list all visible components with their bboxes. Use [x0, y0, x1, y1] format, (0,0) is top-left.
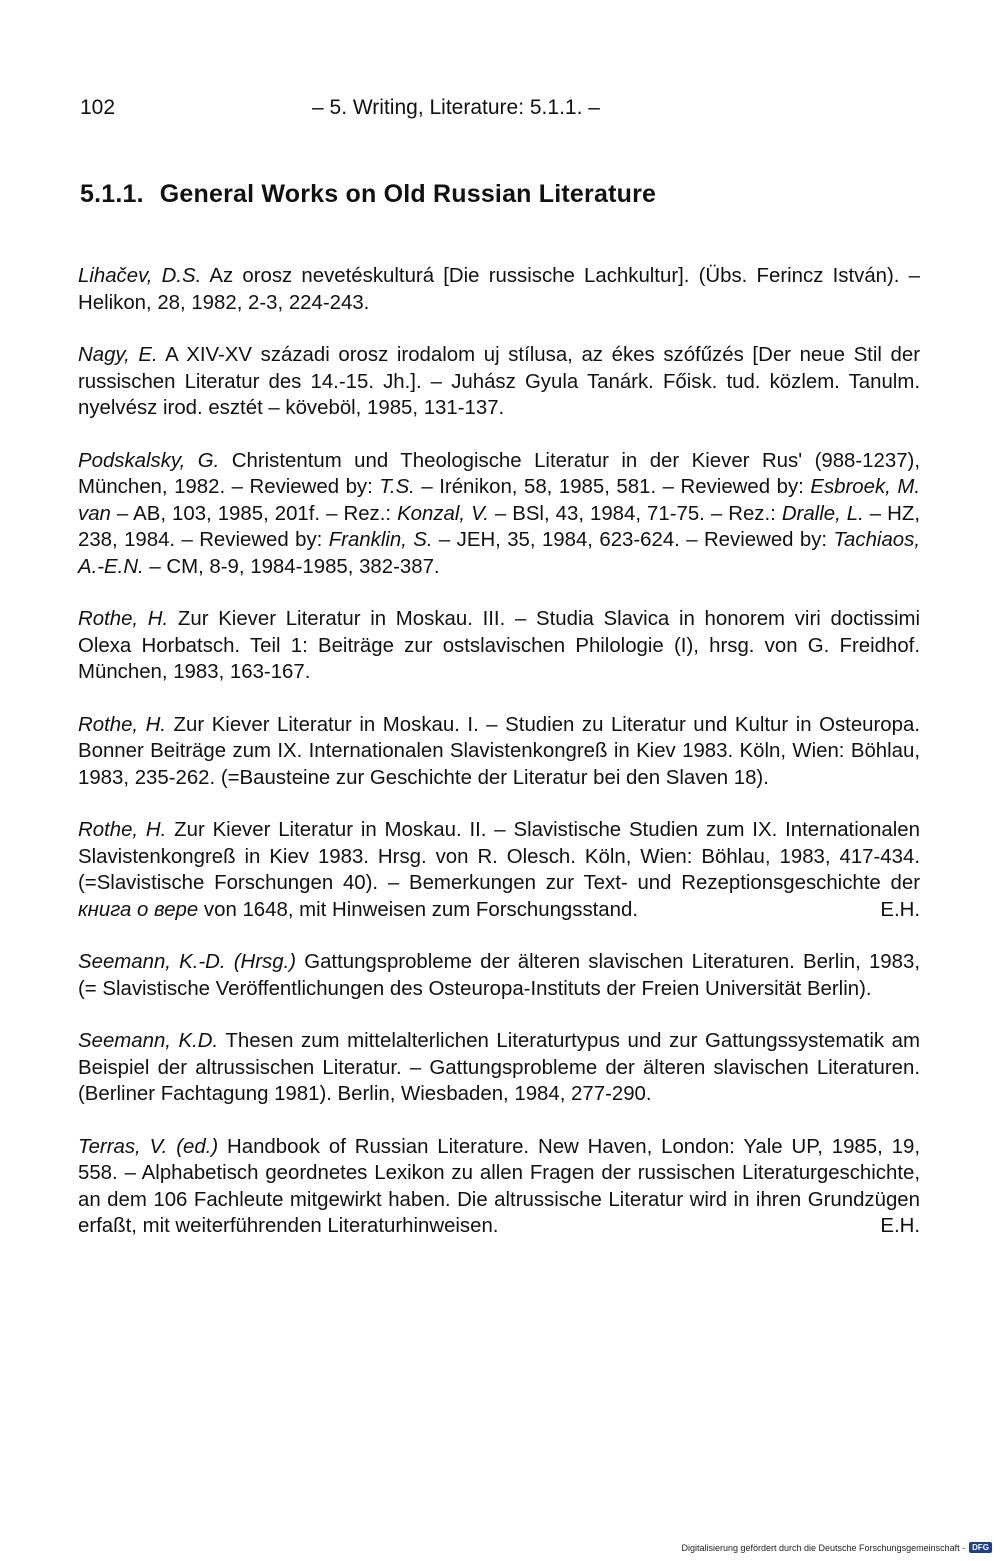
reviewer-name: T.S.	[379, 476, 415, 498]
footer-text: Digitalisierung gefördert durch die Deutsche Forschungsgemeinschaft -	[681, 1542, 966, 1553]
bibliography-list	[78, 263, 920, 1266]
entry-author: Seemann, K.D.	[78, 1030, 219, 1052]
reviewer-name: Esbroek, M. van	[78, 476, 920, 525]
dfg-logo-icon: DFG	[969, 1542, 992, 1553]
entry-body-part: Christentum und Theologische Literatur in der Kiever Rus' (988-1237), München, 1982. – Reviewed by:	[78, 449, 920, 498]
reviewer-name: Tachiaos, A.-E.N.	[78, 529, 920, 578]
bibliography-entry	[78, 1028, 920, 1108]
page-number: 102	[80, 96, 116, 119]
bibliography-entry	[78, 263, 920, 316]
entry-author: Rothe, H.	[78, 713, 167, 736]
section-title-text: General Works on Old Russian Literature	[159, 180, 657, 208]
entry-author: Rothe, H.	[78, 819, 167, 841]
entry-body-part: – AB, 103, 1985, 201f. – Rez.:	[110, 502, 398, 525]
bibliography-entry	[78, 342, 920, 422]
entry-body-part: Zur Kiever Literatur in Moskau. II. – Slavistische Studien zum IX. Internationalen Slavistenkongreß in Kiev 1983. Hrsg. von R. Olesch. Köln, Wien: Böhlau, 1983, 417-434. (=Slavistische Forschungen 40). – Bemerkungen zur Text- und Rezeptionsgeschichte der	[78, 819, 920, 894]
entry-body-part: – JEH, 35, 1984, 623-624. – Reviewed by:	[432, 529, 834, 551]
entry-author: Seemann, K.-D. (Hrsg.)	[78, 951, 297, 973]
entry-author: Lihačev, D.S.	[78, 265, 202, 287]
running-title: – 5. Writing, Literature: 5.1.1. –	[312, 96, 600, 119]
section-number: 5.1.1.	[80, 180, 144, 208]
entry-body: Zur Kiever Literatur in Moskau. I. – Studien zu Literatur und Kultur in Osteuropa. Bonner Beiträge zum IX. Internationalen Slavistenkongreß in Kiev 1983. Köln, Wien: Böhlau, 1983, 235-262. (=Bausteine zur Geschichte der Literatur bei den Slaven 18).	[78, 713, 920, 789]
entry-body: Zur Kiever Literatur in Moskau. III. – Studia Slavica in honorem viri doctissimi Olexa Horbatsch. Teil 1: Beiträge zur ostslavischen Philologie (I), hrsg. von G. Freidhof. München, 1983, 163-167.	[78, 608, 920, 683]
bibliography-entry	[78, 949, 920, 1002]
entry-body-part: – BSl, 43, 1984, 71-75. – Rez.:	[488, 502, 782, 525]
entry-body: A XIV-XV századi orosz irodalom uj stílusa, az ékes szófűzés [Der neue Stil der russischen Literatur des 14.-15. Jh.]. – Juhász Gyula Tanárk. Főisk. tud. közlem. Tanulm. nyelvész irod. esztét – köveböl, 1985, 131-137.	[78, 344, 920, 419]
bibliography-entry	[78, 1134, 920, 1240]
entry-author: Podskalsky, G.	[78, 449, 220, 472]
page-header	[80, 96, 920, 128]
cyrillic-title: книга о вере	[78, 898, 199, 921]
bibliography-entry	[78, 712, 920, 792]
entry-body-part: – HZ, 238, 1984. – Reviewed by:	[78, 502, 920, 551]
entry-body-part: von 1648, mit Hinweisen zum Forschungsstand.	[198, 898, 638, 921]
entry-body-part: – CM, 8-9, 1984-1985, 382-387.	[143, 555, 440, 578]
entry-body: Handbook of Russian Literature. New Haven, London: Yale UP, 1985, 19, 558. – Alphabetisch geordnetes Lexikon zu allen Fragen der russischen Literaturgeschichte, an dem 106 Fachleute mitgewirkt haben. Die altrussische Literatur wird in ihren Grundzügen erfaßt, mit weiterführenden Literaturhinweisen.	[78, 1135, 920, 1237]
bibliography-entry	[78, 448, 920, 581]
bibliography-entry	[78, 817, 920, 923]
reviewer-name: Franklin, S.	[328, 529, 433, 551]
entry-author: Nagy, E.	[78, 344, 158, 366]
section-title	[80, 180, 656, 209]
bibliography-entry	[78, 606, 920, 686]
entry-signature: E.H.	[880, 898, 920, 921]
entry-body: Thesen zum mittelalterlichen Literaturtypus und zur Gattungssystematik am Beispiel der altrussischen Literatur. – Gattungsprobleme der älteren slavischen Literaturen. (Berliner Fachtagung 1981). Berlin, Wiesbaden, 1984, 277-290.	[78, 1030, 920, 1105]
reviewer-name: Konzal, V.	[397, 502, 489, 525]
reviewer-name: Dralle, L.	[781, 502, 864, 525]
entry-author: Terras, V. (ed.)	[78, 1135, 219, 1158]
entry-body-part: – Irénikon, 58, 1985, 581. – Reviewed by:	[414, 476, 811, 498]
entry-body: Gattungsprobleme der älteren slavischen Literaturen. Berlin, 1983, (= Slavistische Veröffentlichungen des Osteuropa-Instituts der Freien Universität Berlin).	[78, 951, 920, 1000]
entry-body: Az orosz nevetéskulturá [Die russische Lachkultur]. (Übs. Ferincz István). – Helikon, 28, 1982, 2-3, 224-243.	[78, 265, 920, 314]
entry-signature: E.H.	[880, 1215, 920, 1237]
digitization-footer	[681, 1542, 992, 1553]
entry-author: Rothe, H.	[78, 608, 169, 630]
